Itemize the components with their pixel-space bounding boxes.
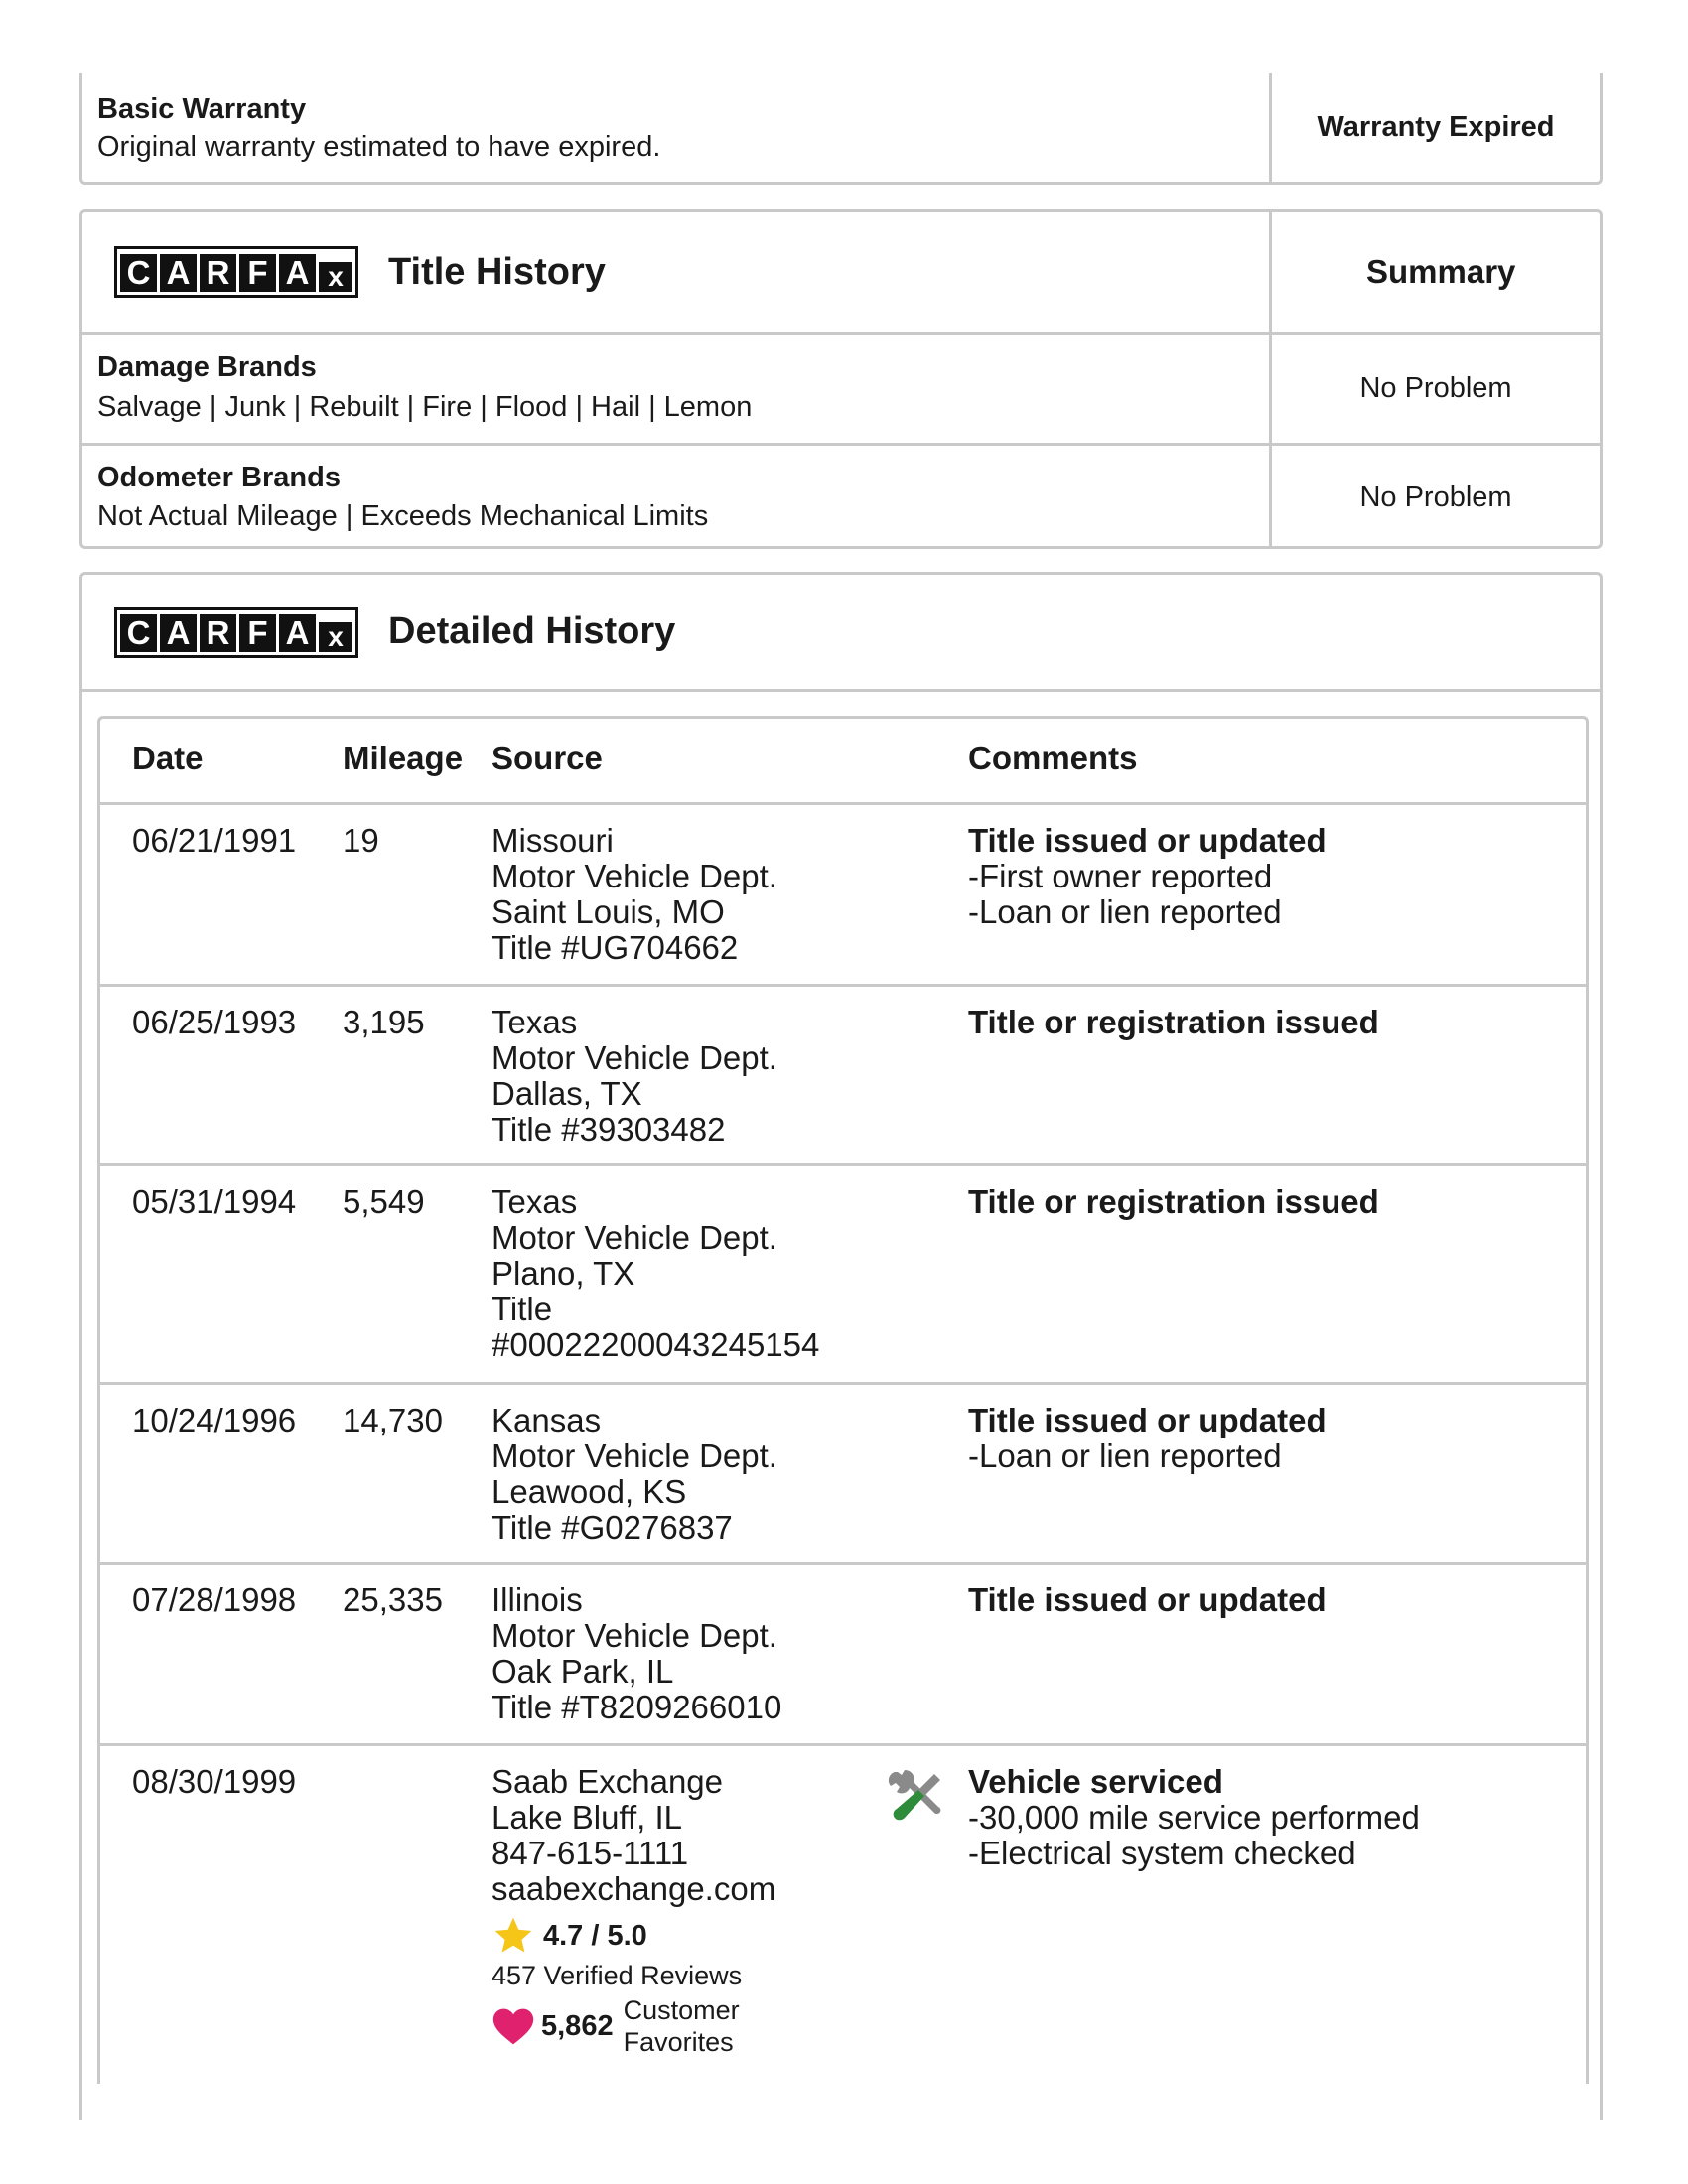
row-comments — [968, 1005, 1379, 1040]
row-comments — [968, 1184, 1379, 1220]
source-line: Title #39303482 — [492, 1111, 726, 1148]
source-line: Plano, TX — [492, 1255, 635, 1292]
wrench-screwdriver-icon — [885, 1766, 944, 1833]
source-line: Title #G0276837 — [492, 1509, 733, 1546]
favorites-count: 5,862 — [541, 2010, 614, 2042]
row-date: 07/28/1998 — [132, 1581, 297, 1618]
source-line: Motor Vehicle Dept. — [492, 1219, 777, 1256]
header-mileage: Mileage — [343, 740, 464, 776]
source-line: Title #UG704662 — [492, 929, 739, 966]
comment-title: Title issued or updated — [968, 822, 1327, 859]
summary-label: Summary — [1366, 253, 1516, 290]
source-line: Oak Park, IL — [492, 1653, 674, 1690]
source-line: saabexchange.com — [492, 1870, 776, 1907]
source-line: Motor Vehicle Dept. — [492, 1039, 777, 1076]
warranty-label: Basic Warranty — [97, 93, 307, 125]
comment-title: Title issued or updated — [968, 1402, 1327, 1438]
logo-fox-mark: x — [319, 262, 352, 292]
rating-row — [492, 1913, 775, 1959]
source-line: Texas — [492, 1004, 578, 1040]
source-line: Motor Vehicle Dept. — [492, 1437, 777, 1474]
comment-title: Title issued or updated — [968, 1581, 1327, 1618]
row-date: 08/30/1999 — [132, 1763, 297, 1800]
row-date: 06/25/1993 — [132, 1004, 297, 1040]
section-title: Title History — [388, 250, 606, 293]
title-row-label: Odometer Brands — [97, 462, 341, 493]
source-line: Title #T8209266010 — [492, 1689, 782, 1725]
row-mileage: 14,730 — [343, 1402, 443, 1438]
title-row — [82, 335, 1600, 446]
reviews-count: 457 Verified Reviews — [492, 1961, 743, 1990]
title-row-label: Damage Brands — [97, 351, 317, 383]
logo-letter: A — [160, 614, 197, 652]
comment-item: - 30,000 mile service performed — [968, 1800, 1420, 1836]
row-source — [492, 1764, 775, 2058]
row-mileage: 19 — [343, 822, 379, 859]
carfax-logo — [114, 246, 358, 298]
source-line: Kansas — [492, 1402, 602, 1438]
carfax-logo — [114, 607, 358, 658]
comment-title: Title or registration issued — [968, 1183, 1379, 1220]
section-title: Detailed History — [388, 611, 676, 652]
logo-fox-mark: x — [319, 622, 352, 652]
table-row — [100, 1565, 1586, 1746]
row-comments — [968, 1403, 1327, 1474]
comment-item: - First owner reported — [968, 859, 1327, 894]
row-mileage: 5,549 — [343, 1183, 425, 1220]
warranty-desc: Original warranty estimated to have expired. — [97, 131, 661, 163]
title-row-info — [82, 446, 1272, 549]
source-line: Illinois — [492, 1581, 583, 1618]
source-line: Saint Louis, MO — [492, 893, 725, 930]
row-source — [492, 1005, 777, 1148]
title-history-header — [82, 212, 1272, 332]
title-row-desc: Not Actual Mileage | Exceeds Mechanical Limits — [97, 500, 709, 532]
source-line: Dallas, TX — [492, 1075, 642, 1112]
logo-letter: R — [200, 254, 236, 292]
logo-letter: R — [200, 614, 236, 652]
logo-letter: C — [120, 614, 157, 652]
source-line: #00022200043245154 — [492, 1326, 820, 1363]
favorites-label — [624, 1994, 740, 2058]
source-line: 847-615-1111 — [492, 1835, 689, 1871]
table-row — [100, 987, 1586, 1166]
title-row-status: No Problem — [1359, 372, 1512, 404]
warranty-status: Warranty Expired — [1317, 111, 1555, 143]
row-date: 10/24/1996 — [132, 1402, 297, 1438]
warranty-card — [79, 73, 1603, 185]
comment-title: Vehicle serviced — [968, 1763, 1223, 1800]
source-line: Motor Vehicle Dept. — [492, 858, 777, 894]
row-comments — [968, 1764, 1420, 1871]
title-row-status: No Problem — [1359, 480, 1512, 513]
source-line: Motor Vehicle Dept. — [492, 1617, 777, 1654]
logo-letter: A — [279, 614, 316, 652]
title-row-status-cell — [1272, 335, 1600, 443]
title-row-status-cell — [1272, 446, 1600, 549]
logo-letter: A — [279, 254, 316, 292]
history-table — [97, 716, 1589, 2084]
row-source — [492, 1184, 819, 1363]
row-source — [492, 1403, 777, 1546]
logo-letter: F — [239, 254, 276, 292]
table-row — [100, 1166, 1586, 1385]
heart-icon — [492, 2005, 535, 2047]
source-line: Missouri — [492, 822, 614, 859]
title-row — [82, 446, 1600, 549]
comment-item: - Loan or lien reported — [968, 894, 1327, 930]
source-line: Lake Bluff, IL — [492, 1799, 683, 1836]
row-date: 06/21/1991 — [132, 822, 297, 859]
logo-letter: A — [160, 254, 197, 292]
comment-item: - Electrical system checked — [968, 1836, 1420, 1871]
warranty-info — [82, 73, 1272, 182]
row-comments — [968, 823, 1327, 930]
warranty-status-cell — [1272, 73, 1600, 182]
row-comments — [968, 1582, 1327, 1618]
source-line: Saab Exchange — [492, 1763, 724, 1800]
row-source — [492, 823, 777, 966]
source-line: Texas — [492, 1183, 578, 1220]
header-source: Source — [492, 740, 603, 776]
logo-letter: F — [239, 614, 276, 652]
detailed-history-header — [82, 575, 1600, 692]
title-history-card — [79, 209, 1603, 549]
row-mileage: 3,195 — [343, 1004, 425, 1040]
favorites-row — [492, 1994, 775, 2058]
favorites-label-line: Favorites — [623, 2027, 734, 2057]
source-line: Leawood, KS — [492, 1473, 687, 1510]
row-date: 05/31/1994 — [132, 1183, 297, 1220]
logo-letter: C — [120, 254, 157, 292]
rating-value: 4.7 / 5.0 — [543, 1920, 647, 1952]
title-row-info — [82, 335, 1272, 443]
comment-title: Title or registration issued — [968, 1004, 1379, 1040]
row-source — [492, 1582, 781, 1725]
title-row-desc: Salvage | Junk | Rebuilt | Fire | Flood | Hail | Lemon — [97, 391, 753, 423]
summary-header-cell — [1272, 212, 1600, 332]
favorites-label-line: Customer — [623, 1995, 740, 2025]
table-row — [100, 1385, 1586, 1565]
comment-item: - Loan or lien reported — [968, 1438, 1327, 1474]
star-icon — [492, 1914, 535, 1958]
table-row — [100, 805, 1586, 987]
table-header-row — [100, 719, 1586, 805]
row-mileage: 25,335 — [343, 1581, 443, 1618]
table-row — [100, 1746, 1586, 2084]
header-date: Date — [132, 740, 204, 776]
source-line: Title — [492, 1291, 553, 1327]
header-comments: Comments — [968, 740, 1138, 776]
